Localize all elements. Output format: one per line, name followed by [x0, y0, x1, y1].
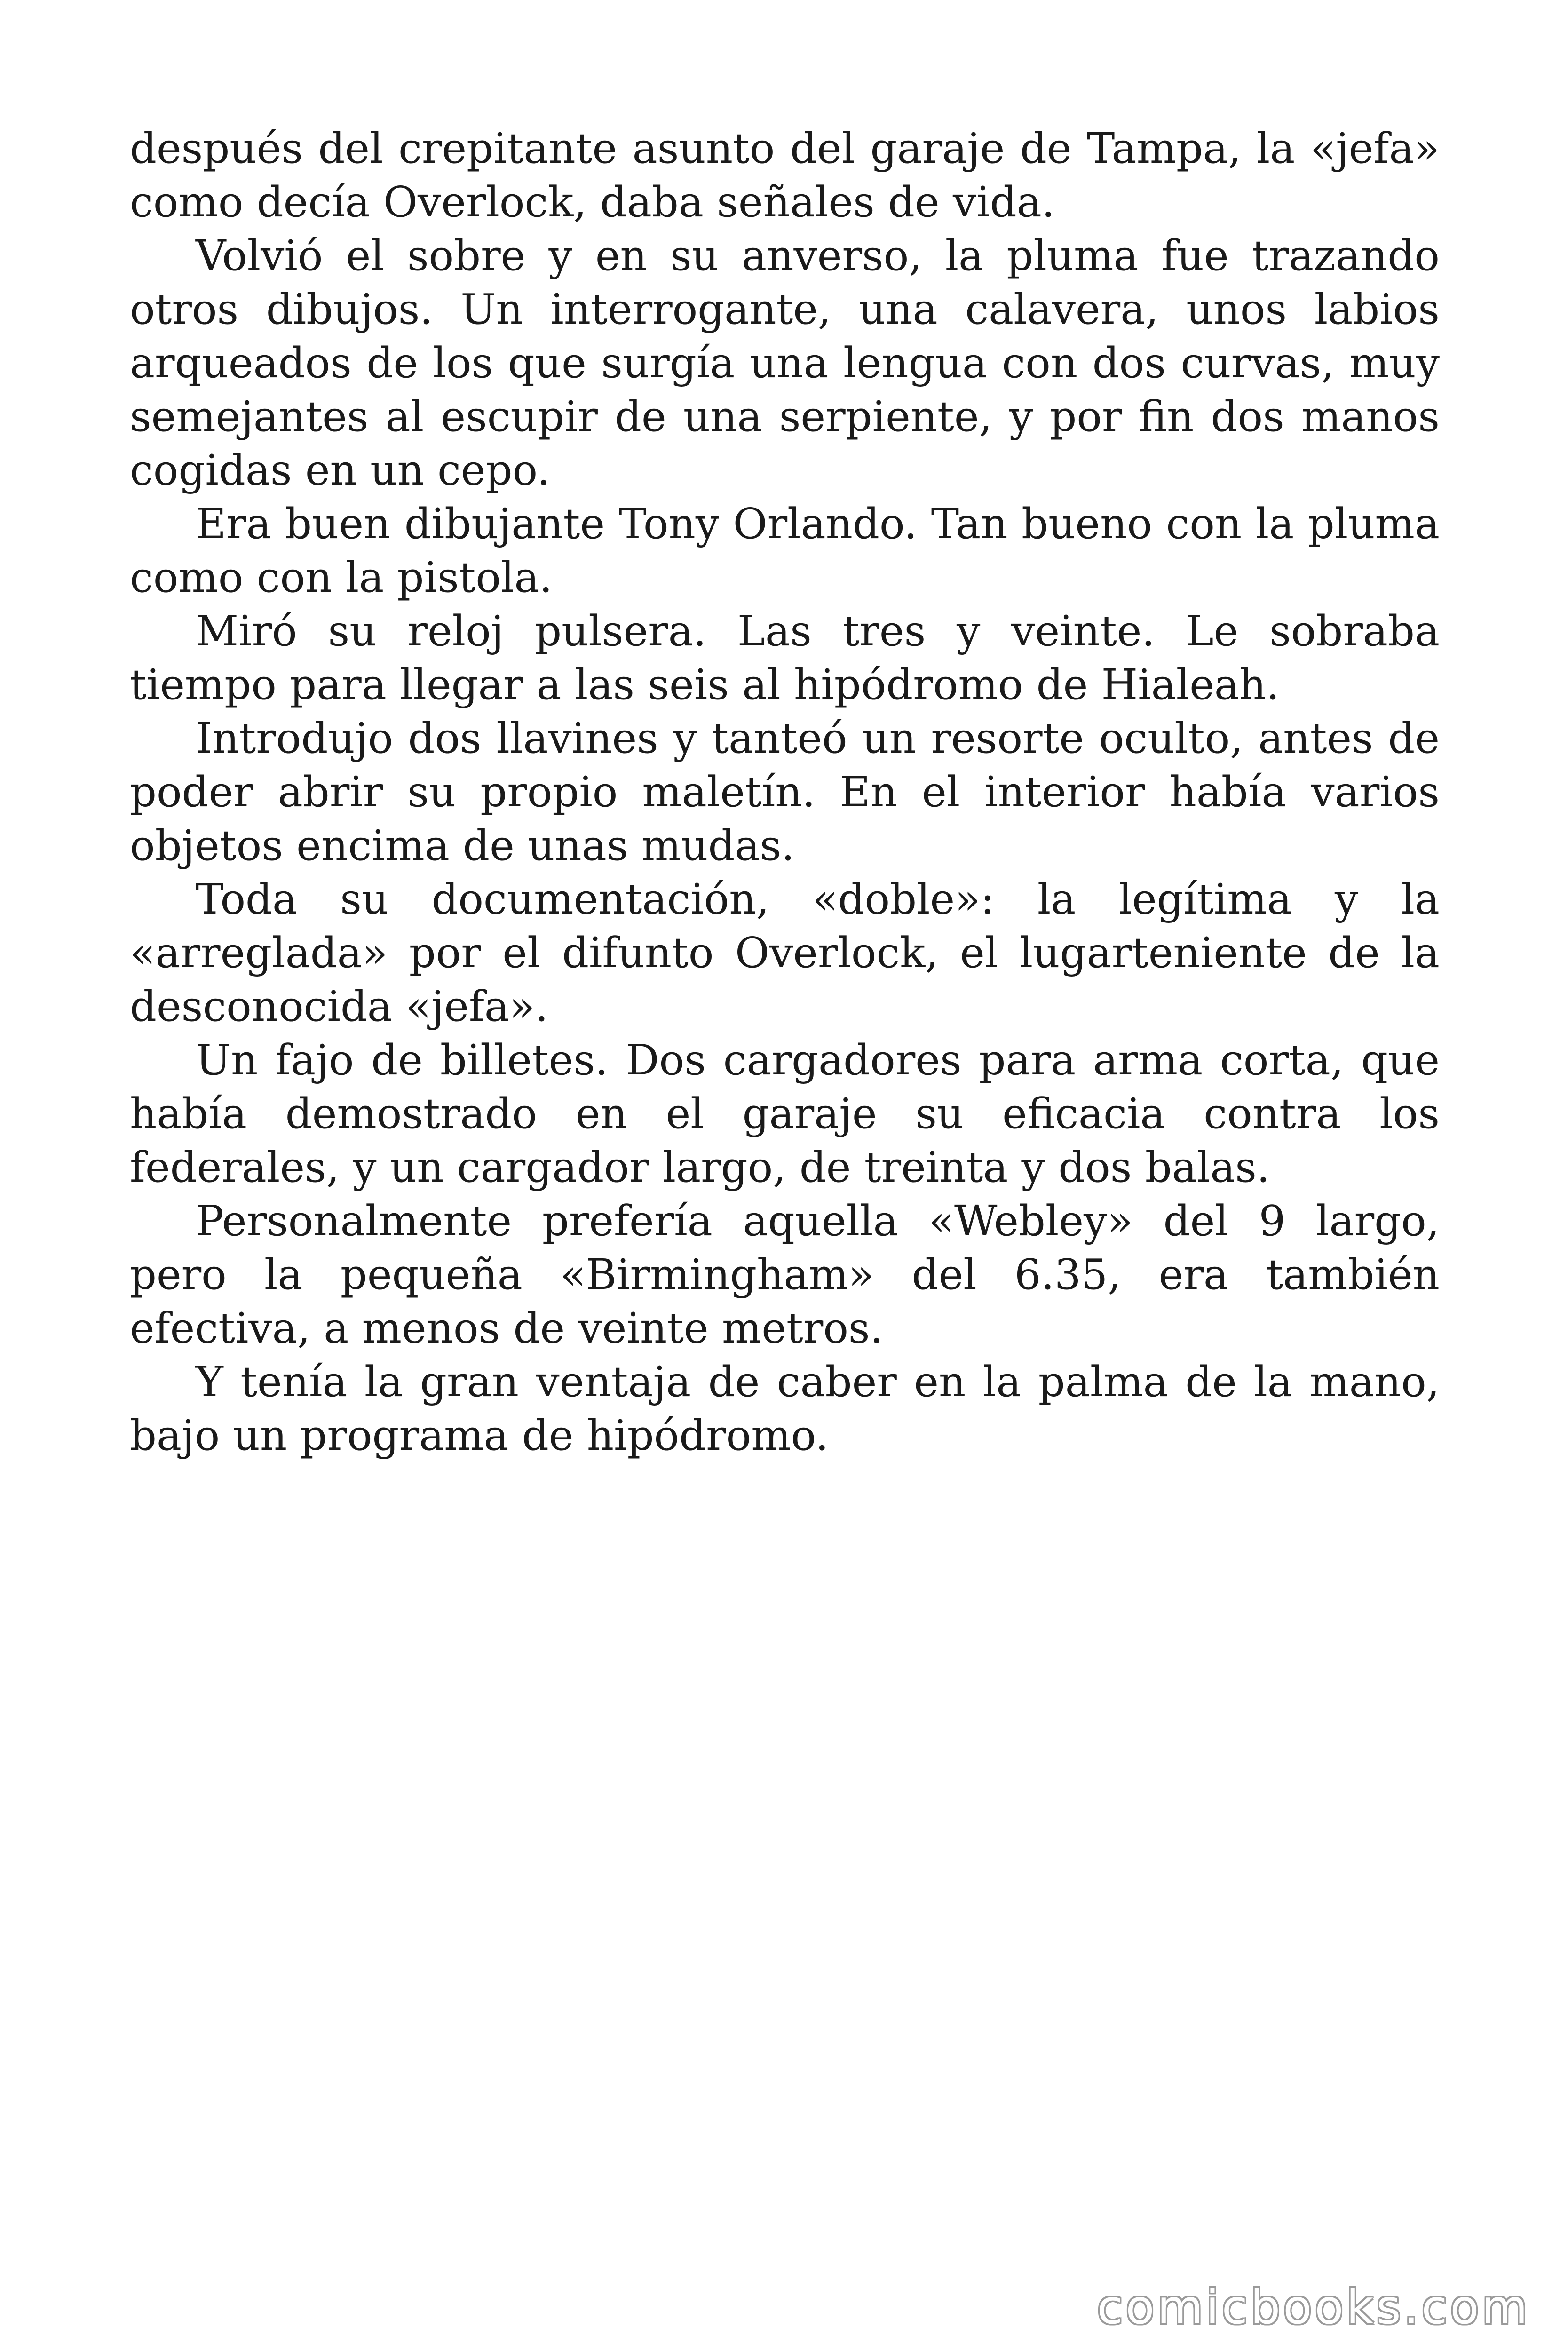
paragraph-6: Toda su documentación, «doble»: la legítima y la «arreglada» por el difunto Overlock, el lugarteniente de la desconocida «jefa». — [130, 874, 1440, 1031]
paragraph-9: Y tenía la gran ventaja de caber en la palma de la mano, bajo un programa de hipódromo. — [130, 1357, 1440, 1460]
page-text — [130, 121, 1440, 1462]
paragraph-5: Introdujo dos llavines y tanteó un resorte oculto, antes de poder abrir su propio maletín. En el interior había varios objetos encima de unas mudas. — [130, 714, 1440, 870]
paragraph-4: Miró su reloj pulsera. Las tres y veinte. Le sobraba tiempo para llegar a las seis al hipódromo de Hialeah. — [130, 606, 1440, 709]
paragraph-8: Personalmente prefería aquella «Webley» del 9 largo, pero la pequeña «Birmingham» del 6.35, era también efectiva, a menos de veinte metros. — [130, 1196, 1440, 1352]
paragraph-1: después del crepitante asunto del garaje de Tampa, la «jefa» como decía Overlock, daba señales de vida. — [130, 124, 1440, 226]
paragraph-2: Volvió el sobre y en su anverso, la pluma fue trazando otros dibujos. Un interrogante, una calavera, unos labios arqueados de los que surgía una lengua con dos curvas, muy semejantes al escupir de una serpiente, y por fin dos manos cogidas en un cepo. — [130, 231, 1440, 494]
paragraph-3: Era buen dibujante Tony Orlando. Tan bueno con la pluma como con la pistola. — [130, 499, 1440, 602]
watermark: comicbooks.com — [1097, 2280, 1530, 2335]
paragraph-7: Un fajo de billetes. Dos cargadores para arma corta, que había demostrado en el garaje su eficacia contra los federales, y un cargador largo, de treinta y dos balas. — [130, 1035, 1440, 1192]
